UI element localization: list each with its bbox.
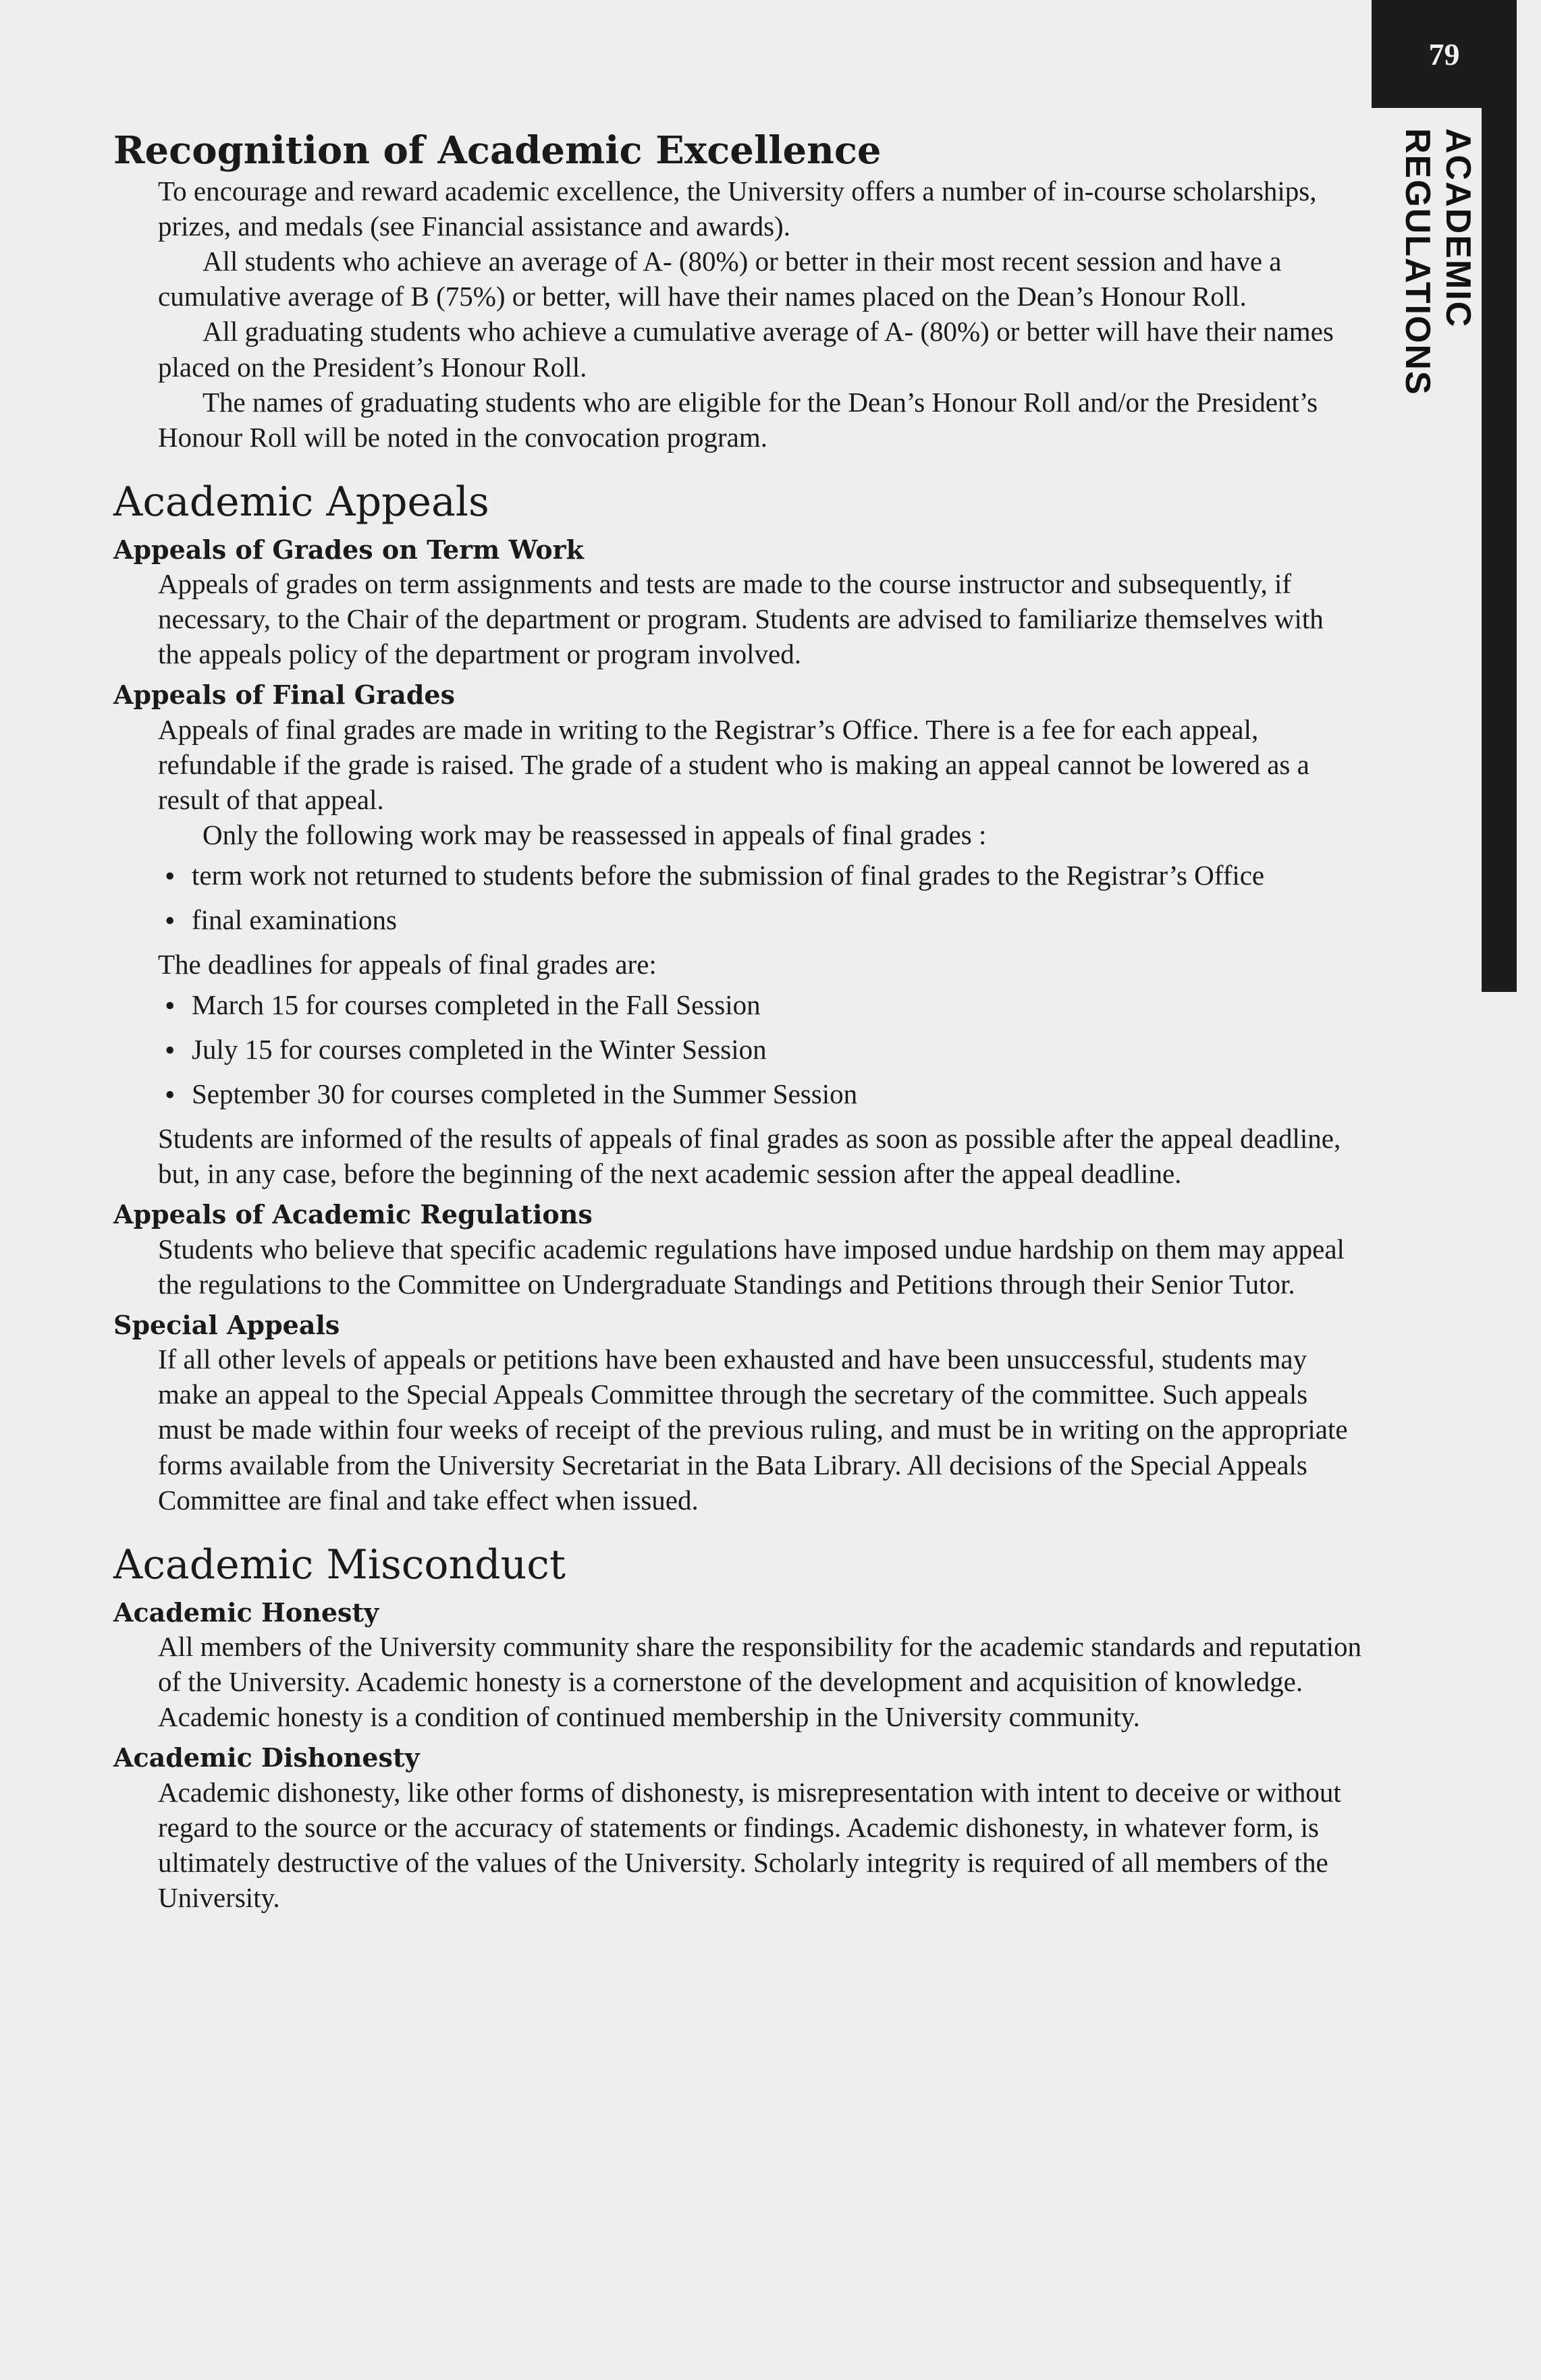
regulations-heading: Appeals of Academic Regulations xyxy=(113,1199,593,1230)
dishonesty-heading: Academic Dishonesty xyxy=(113,1742,420,1773)
convocation-paragraph: The names of graduating students who are eligible for the Dean’s Honour Roll and/or the President’s Honour Roll will be noted in the convocation program. xyxy=(158,386,1318,453)
special-appeals-paragraph: If all other levels of appeals or petitions have been exhausted and have been unsuccessful, students may make an appeal to the Special Appeals Committee through the secretary of the committee. Such appeals must be made within four weeks of receipt of the previous ruling, and must be in writing on the appropriate forms available from the University Secretariat in the Bata Library. All decisions of the Special Appeals Committee are final and take effect when issued. xyxy=(158,1344,1348,1516)
special-appeals-heading: Special Appeals xyxy=(113,1309,340,1340)
honesty-paragraph: All members of the University community share the responsibility for the academic standards and reputation of the University. Academic honesty is a cornerstone of the development and acquisition of knowledge. Academic honesty is a condition of continued membership in the University community. xyxy=(158,1631,1362,1733)
misconduct-title: Academic Misconduct xyxy=(113,1541,566,1588)
term-work-heading: Appeals of Grades on Term Work xyxy=(113,534,584,565)
honesty-heading: Academic Honesty xyxy=(113,1597,379,1628)
regulations-paragraph: Students who believe that specific academic regulations have imposed undue hardship on them may appeal the regulations to the Committee on Undergraduate Standings and Petitions through their Senior Tutor. xyxy=(158,1233,1345,1300)
recognition-paragraph: To encourage and reward academic excellence, the University offers a number of in-course scholarships, prizes, and medals (see Financial assistance and awards). xyxy=(158,175,1317,242)
term-work-paragraph: Appeals of grades on term assignments and tests are made to the course instructor and subsequently, if necessary, to the Chair of the department or program. Students are advised to familiarize themselves with the appeals policy of the department or program involved. xyxy=(158,568,1324,670)
recognition-title: Recognition of Academic Excellence xyxy=(113,128,882,173)
reassess-list xyxy=(158,858,1362,937)
final-grades-heading: Appeals of Final Grades xyxy=(113,680,455,711)
dishonesty-paragraph: Academic dishonesty, like other forms of dishonesty, is misrepresentation with intent to deceive or without regard to the source or the accuracy of statements or findings. Academic dishonesty, in whatever form, is ultimately destructive of the values of the University. Scholarly integrity is required of all members of the University. xyxy=(158,1776,1341,1913)
list-item: • final examinations xyxy=(158,902,1362,937)
deadlines-list xyxy=(158,987,1362,1111)
section-side-label xyxy=(1398,128,1478,601)
page-number-tab xyxy=(1372,0,1517,108)
appeals-title: Academic Appeals xyxy=(113,478,489,526)
section-sidebar-bar xyxy=(1482,108,1517,992)
page-number: 79 xyxy=(1428,36,1460,72)
deans-honour-roll-paragraph: All students who achieve an average of A- (80%) or better in their most recent session and have a cumulative average of B (75%) or better, will have their names placed on the Dean’s Honour Roll. xyxy=(158,246,1282,312)
deadlines-intro: The deadlines for appeals of final grades are: xyxy=(158,949,657,980)
side-label-text: ACADEMIC REGULATIONS xyxy=(1398,128,1478,396)
final-grades-paragraph: Appeals of final grades are made in writing to the Registrar’s Office. There is a fee for each appeal, refundable if the grade is raised. The grade of a student who is making an appeal cannot be lowered as a result of that appeal. xyxy=(158,713,1309,815)
reassess-intro: Only the following work may be reassessed in appeals of final grades : xyxy=(202,819,987,850)
presidents-honour-roll-paragraph: All graduating students who achieve a cumulative average of A- (80%) or better will have their names placed on the President’s Honour Roll. xyxy=(158,316,1334,383)
list-item: • term work not returned to students before the submission of final grades to the Registrar’s Office xyxy=(158,858,1362,893)
page-content xyxy=(113,128,1362,1915)
list-item: • July 15 for courses completed in the Winter Session xyxy=(158,1032,1362,1067)
list-item: • September 30 for courses completed in the Summer Session xyxy=(158,1076,1362,1111)
list-item: • March 15 for courses completed in the Fall Session xyxy=(158,987,1362,1022)
final-grades-closing: Students are informed of the results of appeals of final grades as soon as possible after the appeal deadline, but, in any case, before the beginning of the next academic session after the appeal deadline. xyxy=(158,1123,1341,1190)
